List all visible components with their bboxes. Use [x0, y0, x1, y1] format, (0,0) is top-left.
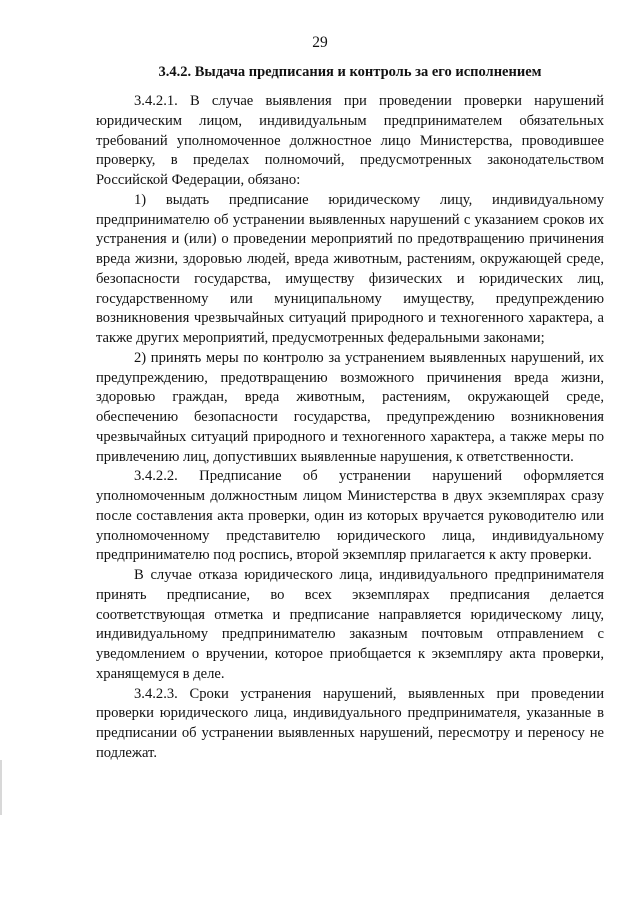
paragraph-3-4-2-2: 3.4.2.2. Предписание об устранении нарушений оформляется уполномоченным должностным лицом Министерства в двух экземплярах сразу после составления акта проверки, один из которых вручается руководителю или уполномоченному представителю юридического лица, индивидуальному предпринимателю под роспись, второй экземпляр прилагается к акту проверки. — [96, 468, 604, 564]
paragraph-refusal: В случае отказа юридического лица, индивидуального предпринимателя принять предписание, во всех экземплярах предписания делается соответствующая отметка и предписание направляется юридическому лицу, индивидуальному предпринимателю заказным почтовым отправлением с уведомлением о вручении, которое приобщается к экземпляру акта проверки, хранящемуся в деле. — [96, 567, 604, 682]
list-item-1: 1) выдать предписание юридическому лицу, индивидуальному предпринимателю об устранении выявленных нарушений с указанием сроков их устранения и (или) о проведении мероприятий по предотвращению причинения вреда жизни, здоровью людей, вреда животным, растениям, окружающей среде, безопасности государства, имуществу физических и юридических лиц, государственному или муниципальному имуществу, предупреждению возникновения чрезвычайных ситуаций природного и техногенного характера, а также других мероприятий, предусмотренных федеральными законами; — [96, 191, 604, 346]
section-heading: 3.4.2. Выдача предписания и контроль за его исполнением — [158, 64, 542, 80]
paragraph-3-4-2-1: 3.4.2.1. В случае выявления при проведении проверки нарушений юридическим лицом, индивидуальным предпринимателем обязательных требований уполномоченное должностное лицо Министерства, проводившее проверку, в пределах полномочий, предусмотренных законодательством Российской Федерации, обязано: — [96, 93, 604, 188]
list-item-2: 2) принять меры по контролю за устранением выявленных нарушений, их предупреждению, предотвращению возможного причинения вреда жизни, здоровью граждан, вреда животным, растениям, окружающей среде, обеспечению безопасности государства, предупреждению возникновения чрезвычайных ситуаций природного и техногенного характера, а также меры по привлечению лиц, допустивших выявленные нарушения, к ответственности. — [96, 349, 604, 465]
scan-edge-mark — [0, 760, 2, 815]
page-number: 29 — [312, 34, 328, 51]
document-body — [96, 92, 604, 764]
paragraph-3-4-2-3: 3.4.2.3. Сроки устранения нарушений, выявленных при проведении проверки юридического лица, индивидуального предпринимателя, указанные в предписании об устранении выявленных нарушений, пересмотру и переносу не подлежат. — [96, 685, 604, 761]
